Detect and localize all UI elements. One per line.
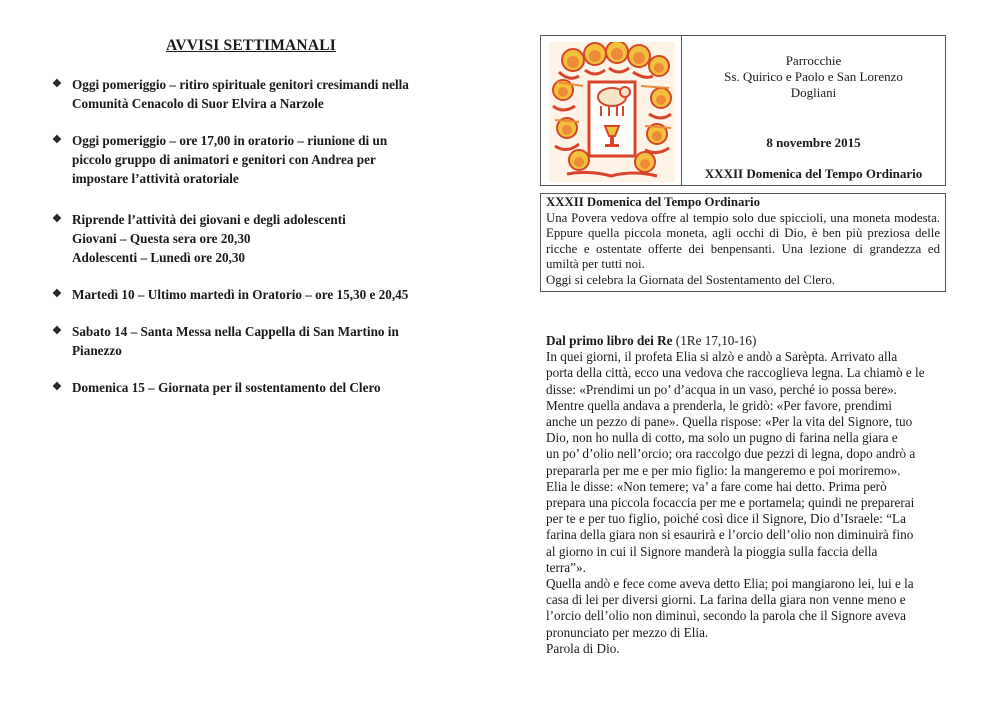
reading-line: l’orcio dell’olio non diminuì, secondo la parola che il Signore aveva: [546, 608, 906, 624]
reading-line: Quella andò e fece come aveva detto Elia; poi mangiarono lei, lui e la: [546, 576, 914, 592]
reading-line: un po’ d’olio nell’orcio; ora raccolgo due pezzi di legna, dopo andrò a: [546, 446, 916, 462]
item-line: piccolo gruppo di animatori e genitori con Andrea per: [72, 152, 376, 167]
reflection-title: XXXII Domenica del Tempo Ordinario: [546, 195, 761, 209]
parish-line: Ss. Quirico e Paolo e San Lorenzo: [724, 69, 903, 84]
parish-line: Parrocchie: [785, 53, 842, 68]
diamond-bullet-icon: ❖: [52, 213, 62, 225]
reading-line: Mentre quella andava a prenderla, le gridò: «Per favore, prendimi: [546, 397, 893, 413]
item-line: Comunità Cenacolo di Suor Elvira a Narzole: [72, 96, 324, 111]
diamond-bullet-icon: ❖: [52, 78, 62, 90]
reading-line: disse: «Prendimi un po’ d’acqua in un vaso, perché io possa bere».: [546, 381, 897, 397]
reading-line: per te e per tuo figlio, poiché così dice il Signore, Dio d’Israele: “La: [546, 511, 906, 527]
image-cell: [541, 36, 682, 185]
list-item: [52, 378, 452, 397]
item-line: Adolescenti – Lunedì ore 20,30: [72, 250, 246, 265]
diamond-bullet-icon: ❖: [52, 134, 62, 146]
item-line: Domenica 15 – Giornata per il sostentamento del Clero: [72, 380, 381, 395]
info-cell: [682, 36, 945, 185]
reading-line: In quei giorni, il profeta Elia si alzò e andò a Sarèpta. Arrivato alla: [546, 349, 898, 365]
reflection-body: Una Povera vedova offre al tempio solo due spiccioli, una moneta modesta. Eppure quella piccola moneta, agli occhi di Dio, è ben più preziosa delle ricche e ostentate offerte dei benpensanti. Una lezione di grandezza ed umiltà per tutti noi.: [546, 210, 940, 272]
bulletin-date: 8 novembre 2015: [766, 135, 861, 150]
item-line: Martedì 10 – Ultimo martedì in Oratorio – ore 15,30 e 20,45: [72, 287, 409, 302]
reading-section: [546, 333, 946, 657]
reading-line: Elia le disse: «Non temere; va’ a fare come hai detto. Prima però: [546, 478, 887, 494]
list-item: [52, 75, 452, 113]
reading-line: farina della giara non si esaurirà e l’orcio dell’olio non diminuirà fino: [546, 527, 914, 543]
header-box: [540, 35, 946, 186]
diamond-bullet-icon: ❖: [52, 381, 62, 393]
reading-line: casa di lei per diversi giorni. La farina della giara non venne meno e: [546, 592, 906, 608]
list-item: [52, 322, 452, 360]
reading-line: prepara una piccola focaccia per me e portamela; quindi ne preparerai: [546, 495, 915, 511]
reflection-closing: Oggi si celebra la Giornata del Sostentamento del Clero.: [546, 272, 835, 287]
reading-line: pronunciato per mezzo di Elia.: [546, 624, 709, 640]
avvisi-title: AVVISI SETTIMANALI: [166, 37, 336, 54]
reading-line: porta della città, ecco una vedova che raccoglieva legna. La chiamò e le: [546, 365, 925, 381]
item-line: Sabato 14 – Santa Messa nella Cappella di San Martino in: [72, 324, 399, 339]
liturgical-sunday: XXXII Domenica del Tempo Ordinario: [704, 166, 923, 181]
avvisi-list: [52, 75, 452, 397]
list-item: [52, 210, 452, 267]
reflection-box: [540, 193, 946, 292]
parish-line: Dogliani: [790, 85, 837, 100]
item-line: Oggi pomeriggio – ritiro spirituale genitori cresimandi nella: [72, 77, 409, 92]
reading-line: anche un pezzo di pane». Quella rispose: «Per la vita del Signore, tuo: [546, 414, 913, 430]
item-line: Riprende l’attività dei giovani e degli adolescenti: [72, 212, 346, 227]
parish-block: [682, 53, 945, 101]
last-supper-illustration: [549, 42, 675, 182]
reading-reference: (1Re 17,10-16): [675, 333, 757, 348]
reading-title: Dal primo libro dei Re: [546, 333, 673, 348]
item-line: Pianezzo: [72, 343, 122, 358]
list-item: [52, 131, 452, 188]
diamond-bullet-icon: ❖: [52, 288, 62, 300]
item-line: Oggi pomeriggio – ore 17,00 in oratorio – riunione di un: [72, 133, 388, 148]
reading-line: Parola di Dio.: [546, 640, 620, 656]
reading-line: al giorno in cui il Signore manderà la pioggia sulla faccia della: [546, 543, 878, 559]
reading-line: prepararla per me e per mio figlio: la mangeremo e poi moriremo».: [546, 462, 901, 478]
item-line: Giovani – Questa sera ore 20,30: [72, 231, 251, 246]
list-item: [52, 285, 452, 304]
item-line: impostare l’attività oratoriale: [72, 171, 239, 186]
reading-line: terra”».: [546, 559, 586, 575]
diamond-bullet-icon: ❖: [52, 325, 62, 337]
reading-line: Dio, non ho nulla di cotto, ma solo un pugno di farina nella giara e: [546, 430, 898, 446]
reading-heading: [546, 333, 946, 349]
